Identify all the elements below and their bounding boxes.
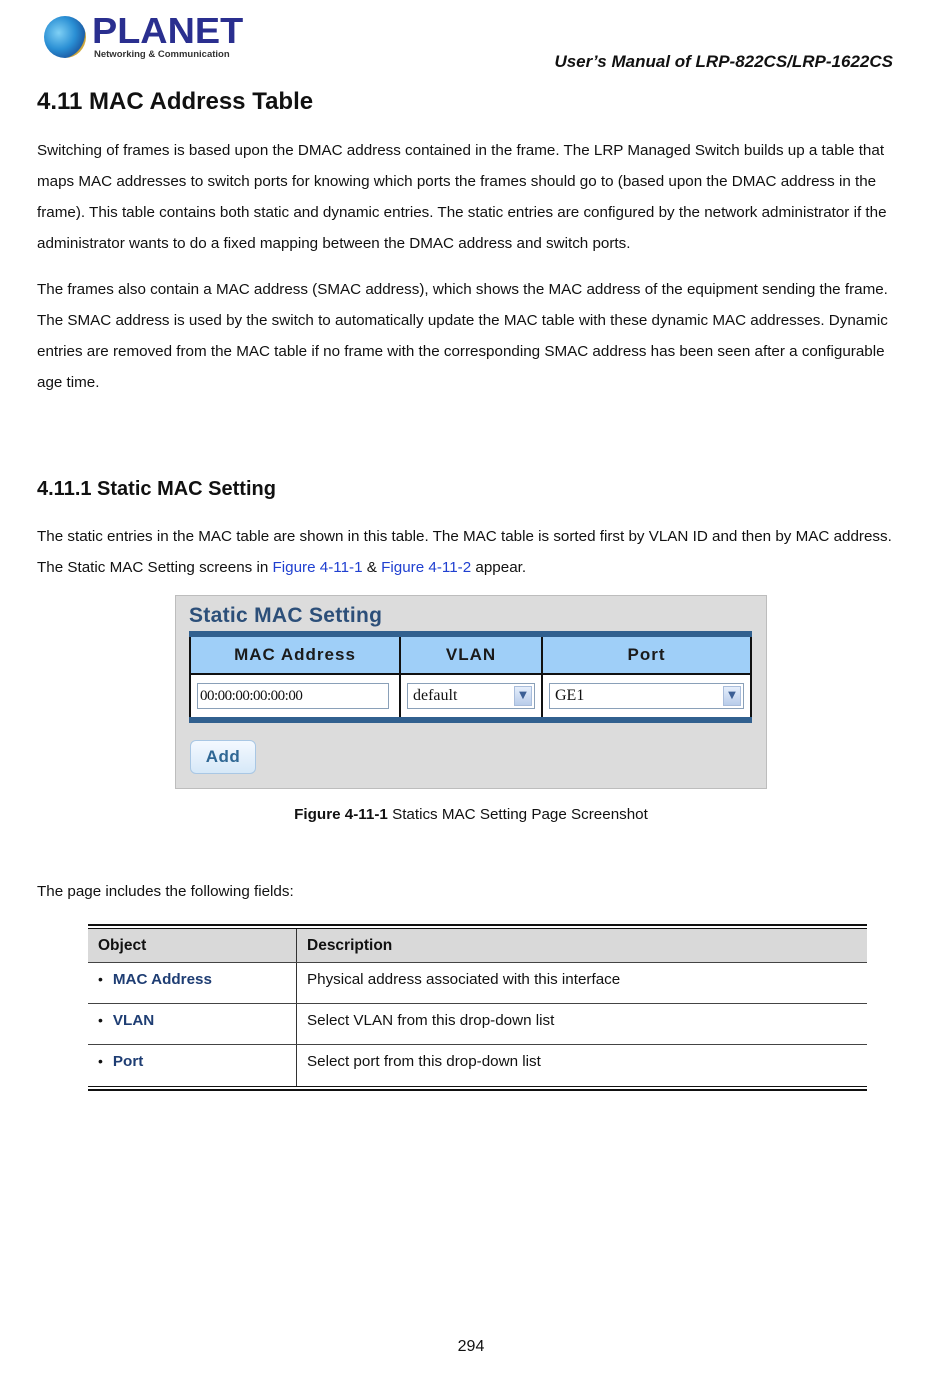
table-row <box>88 1004 867 1045</box>
logo-subtitle: Networking & Communication <box>94 49 230 60</box>
table-header-row <box>88 929 867 963</box>
figure-caption <box>0 806 942 823</box>
object-name: VLAN <box>112 1012 155 1029</box>
column-header-port: Port <box>542 634 751 674</box>
header-description: Description <box>297 929 868 963</box>
globe-logo-icon <box>44 16 86 58</box>
table-row <box>88 963 867 1004</box>
object-description: Physical address associated with this interface <box>297 963 868 1004</box>
port-cell <box>542 674 751 720</box>
logo-text: PLANET <box>92 10 244 51</box>
object-description: Select VLAN from this drop-down list <box>297 1004 868 1045</box>
page-number: 294 <box>457 1338 485 1355</box>
caption-text: Statics MAC Setting Page Screenshot <box>387 806 648 823</box>
mac-address-cell <box>190 674 400 720</box>
object-name: MAC Address <box>112 971 212 988</box>
manual-title: User’s Manual of LRP-822CS/LRP-1622CS <box>554 52 893 71</box>
vlan-select[interactable] <box>407 683 535 709</box>
paragraph-smac: The frames also contain a MAC address (SMAC address), which shows the MAC address of the equipment sending the frame. The SMAC address is used by the switch to automatically update the MAC table with these dynamic MAC addresses. Dynamic entries are removed from the MAC table if no frame with the corresponding SMAC address has been seen after a configurable age time. <box>37 281 888 391</box>
subsection-title: 4.11.1 Static MAC Setting <box>37 478 276 500</box>
caption-label: Figure 4-11-1 <box>294 806 388 823</box>
table-bottom-rule <box>88 1086 867 1091</box>
add-button[interactable]: Add <box>190 740 256 774</box>
figure-link-4-11-2[interactable]: Figure 4-11-2 <box>381 559 472 576</box>
table-row <box>88 1045 867 1086</box>
static-mac-table <box>189 631 752 723</box>
figure-link-4-11-1[interactable]: Figure 4-11-1 <box>272 559 363 576</box>
bullet-icon: • <box>98 1012 103 1028</box>
bullet-icon: • <box>98 1053 103 1069</box>
paragraph-text-end: appear. <box>471 559 527 576</box>
port-select[interactable] <box>549 683 744 709</box>
mac-address-input[interactable]: 00:00:00:00:00:00 <box>197 683 389 709</box>
fields-intro: The page includes the following fields: <box>37 883 294 900</box>
paragraph-static-entries <box>37 521 913 583</box>
static-mac-setting-screenshot <box>175 595 767 789</box>
paragraph-text: The static entries in the MAC table are shown in this table. The MAC table is sorted first by VLAN ID and then by MAC address. The Static MAC Setting screens in <box>37 528 892 576</box>
object-name: Port <box>112 1053 144 1070</box>
object-description: Select port from this drop-down list <box>307 1053 541 1070</box>
bullet-icon: • <box>98 971 103 987</box>
paragraph-dmac: Switching of frames is based upon the DMAC address contained in the frame. The LRP Managed Switch builds up a table that maps MAC addresses to switch ports for knowing which ports the frames should go to (based upon the DMAC address in the frame). This table contains both static and dynamic entries. The static entries are configured by the network administrator if the administrator wants to do a fixed mapping between the DMAC address and switch ports. <box>37 142 887 252</box>
header-object: Object <box>88 929 297 963</box>
fields-table <box>88 924 867 1091</box>
column-header-vlan: VLAN <box>400 634 542 674</box>
column-header-mac-address: MAC Address <box>190 634 400 674</box>
chevron-down-icon[interactable]: ▼ <box>723 686 741 706</box>
ampersand: & <box>362 559 382 576</box>
section-title: 4.11 MAC Address Table <box>37 88 314 115</box>
panel-title: Static MAC Setting <box>189 604 383 627</box>
chevron-down-icon[interactable]: ▼ <box>514 686 532 706</box>
planet-logo <box>44 10 244 62</box>
vlan-cell <box>400 674 542 720</box>
port-selected-value: GE1 <box>555 687 585 704</box>
vlan-selected-value: default <box>413 687 458 704</box>
